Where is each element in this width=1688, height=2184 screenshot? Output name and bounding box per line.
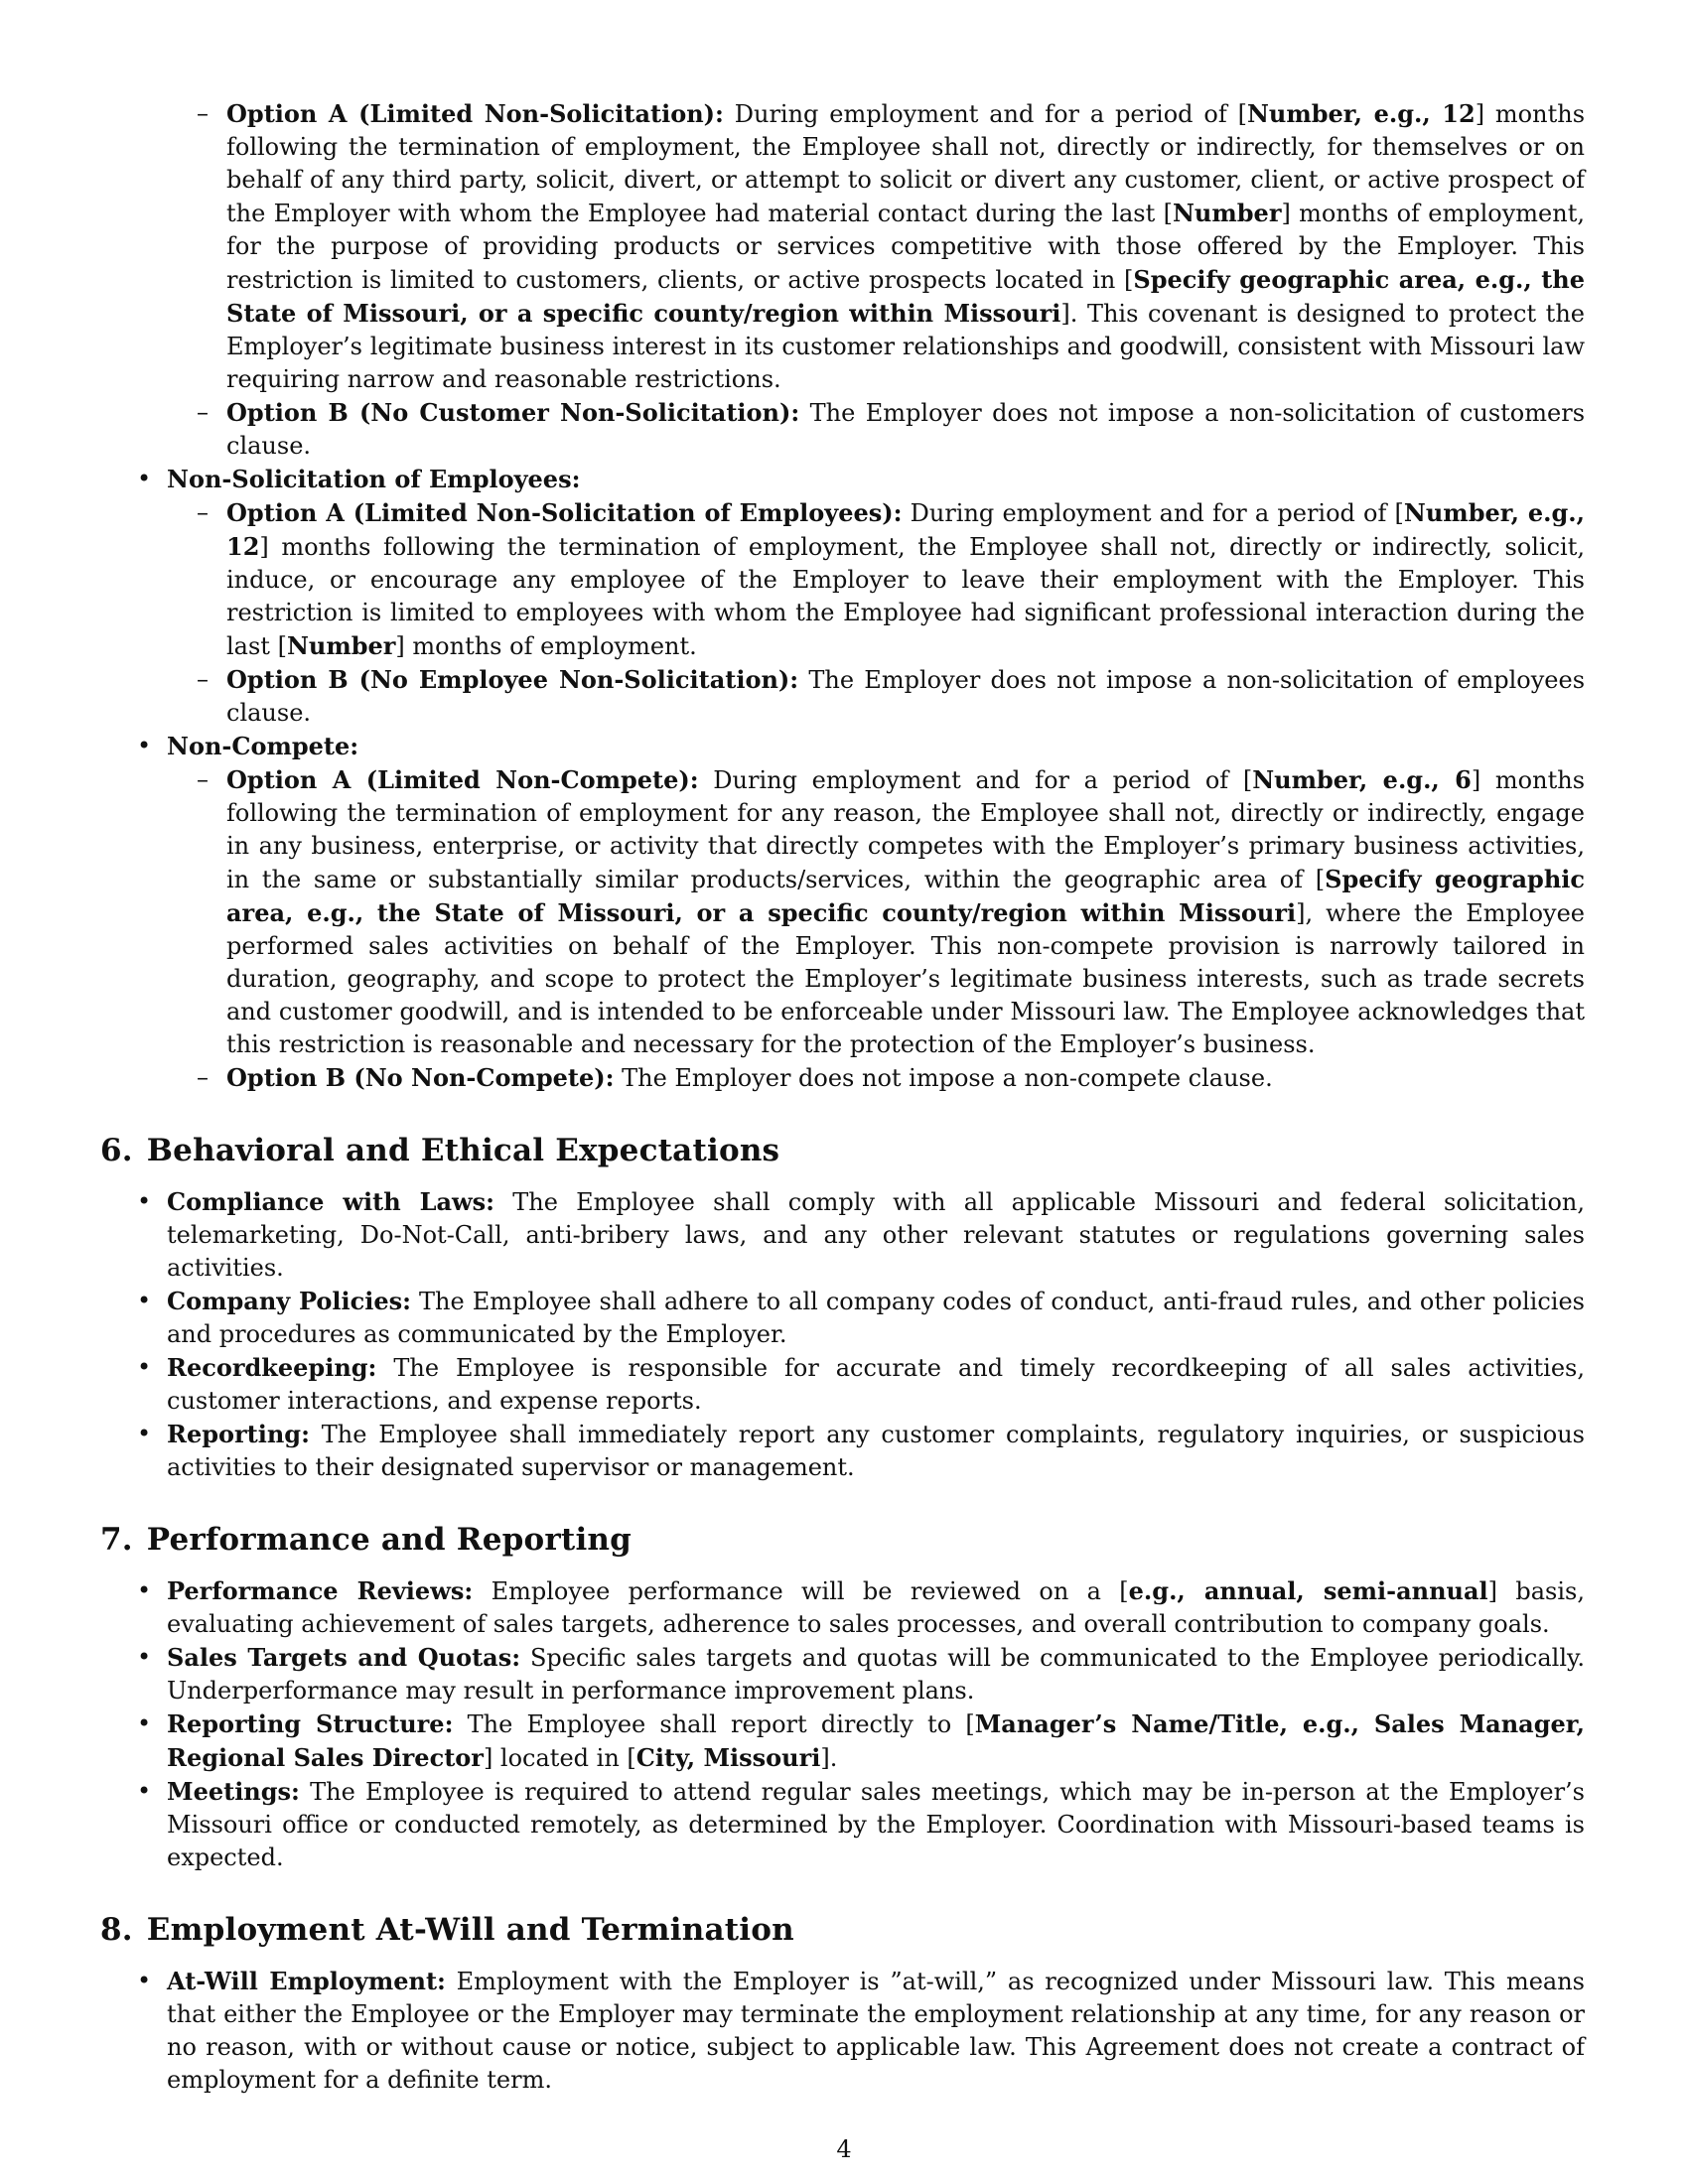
body-text: The Employee shall immediately report any customer complaints, regulatory inquiries, or suspicious activities to their designated supervisor or management. xyxy=(167,1421,1585,1481)
option-item xyxy=(226,663,1585,730)
body-text: The Employer does not impose a non-solicitation of customers clause. xyxy=(226,399,1586,460)
body-text: The Employer does not impose a non-solicitation of employees clause. xyxy=(226,666,1586,727)
placeholder-field: Specify geographic area, e.g., the State of Missouri, or a specific county/region within Missouri xyxy=(226,865,1586,927)
list-item xyxy=(167,1641,1585,1707)
document-body xyxy=(100,97,1586,2097)
body-text: ]. xyxy=(820,1744,838,1772)
option-item xyxy=(226,396,1585,463)
list-item xyxy=(167,1965,1585,2097)
body-text: During employment and for a period of [ xyxy=(698,766,1253,794)
body-text: ] months following the termination of employment for any reason, the Employee shall not, directly or indirectly, engage in any business, enterprise, or activity that directly competes with the Employer’s primary business activities, in the same or substantially similar products/services, within the geographic area of [ xyxy=(226,766,1586,893)
body-text: During employment and for a period of [ xyxy=(723,100,1247,128)
body-text: The Employer does not impose a non-compete clause. xyxy=(614,1064,1273,1092)
list-item xyxy=(167,1707,1585,1775)
section-heading xyxy=(100,1521,1585,1559)
body-text: ] basis, evaluating achievement of sales targets, adherence to sales processes, and overall contribution to company goals. xyxy=(167,1577,1585,1638)
body-text: The Employee shall comply with all applicable Missouri and federal solicitation, telemarketing, Do-Not-Call, anti-bribery laws, and any other relevant statutes or regulations governing sales activities. xyxy=(167,1188,1585,1282)
placeholder-field: Specify geographic area, e.g., the State of Missouri, or a specific county/region within Missouri xyxy=(226,265,1585,328)
item-lead: Option A (Limited Non-Solicitation): xyxy=(226,99,724,128)
placeholder-field: Number, e.g., 12 xyxy=(1246,99,1476,128)
list-continuation xyxy=(167,97,1585,463)
body-text: The Employee is required to attend regular sales meetings, which may be in-person at the Employer’s Missouri office or conducted remotely, as determined by the Employer. Coordination with Missouri-based teams is expected. xyxy=(167,1778,1585,1871)
body-text: ] months following the termination of employment, the Employee shall not, directly or indirectly, for themselves or on behalf of any third party, solicit, divert, or attempt to solicit or divert any customer, client, or active prospect of the Employer with whom the Employee had material contact during the last [ xyxy=(226,100,1586,227)
covenants-list xyxy=(167,97,1585,1095)
body-text: ], where the Employee performed sales activities on behalf of the Employer. This non-compete provision is narrowly tailored in duration, geography, and scope to protect the Employer’s legitimate business interests, such as trade secrets and customer goodwill, and is intended to be enforceable under Missouri law. The Employee acknowledges that this restriction is reasonable and necessary for the protection of the Employer’s business. xyxy=(226,899,1585,1058)
placeholder-field: Number xyxy=(1172,199,1282,227)
section-number: 7. xyxy=(100,1522,133,1558)
list-item xyxy=(167,1574,1585,1641)
body-text: ] months of employment, for the purpose of providing products or services competitive with those offered by the Employer. This restriction is limited to customers, clients, or active prospects located in [ xyxy=(226,200,1585,294)
list-item xyxy=(167,1351,1585,1418)
list-item xyxy=(167,1418,1585,1484)
section-bullets xyxy=(167,1574,1585,1874)
item-lead: Reporting: xyxy=(167,1420,310,1448)
placeholder-field: Number xyxy=(286,631,396,660)
item-lead: Recordkeeping: xyxy=(167,1353,377,1382)
section-number: 6. xyxy=(100,1133,133,1168)
item-lead: Option B (No Customer Non-Solicitation): xyxy=(226,398,800,427)
placeholder-field: City, Missouri xyxy=(635,1743,821,1772)
item-lead: Sales Targets and Quotas: xyxy=(167,1643,521,1672)
body-text: During employment and for a period of [ xyxy=(902,499,1404,527)
body-text: Employee performance will be reviewed on a [ xyxy=(473,1577,1129,1605)
item-heading: Non-Compete: xyxy=(167,732,359,760)
item-lead: Reporting Structure: xyxy=(167,1709,454,1738)
option-item xyxy=(226,97,1585,396)
item-lead: Option B (No Non-Compete): xyxy=(226,1063,615,1092)
body-text: Specific sales targets and quotas will be communicated to the Employee periodically. Underperformance may result in performance improvement plans. xyxy=(167,1644,1585,1705)
item-lead: Option A (Limited Non-Compete): xyxy=(226,765,699,794)
option-item xyxy=(226,763,1585,1061)
list-item xyxy=(167,463,1585,730)
option-item xyxy=(226,1061,1585,1095)
option-list xyxy=(167,496,1585,730)
section-heading xyxy=(100,1132,1585,1169)
body-text: ] months following the termination of employment, the Employee shall not, directly or indirectly, solicit, induce, or encourage any employee of the Employer to leave their employment with the Employer. This restriction is limited to employees with whom the Employee had significant professional interaction during the last [ xyxy=(226,533,1585,660)
item-heading: Non-Solicitation of Employees: xyxy=(167,465,581,493)
section-title: Employment At-Will and Termination xyxy=(146,1912,794,1948)
body-text: The Employee shall adhere to all company codes of conduct, anti-fraud rules, and other policies and procedures as communicated by the Employer. xyxy=(167,1288,1585,1348)
list-item xyxy=(167,1775,1585,1874)
placeholder-field: Number, e.g., 12 xyxy=(226,498,1586,561)
placeholder-field: Manager’s Name/Title, e.g., Sales Manager, Regional Sales Director xyxy=(167,1709,1585,1772)
body-text: The Employee is responsible for accurate and timely recordkeeping of all sales activities, customer interactions, and expense reports. xyxy=(167,1354,1585,1415)
list-item xyxy=(167,730,1585,1095)
item-lead: Meetings: xyxy=(167,1777,300,1806)
section-bullets xyxy=(167,1185,1585,1484)
item-lead: Option A (Limited Non-Solicitation of Employees): xyxy=(226,498,903,527)
section-bullets xyxy=(167,1965,1585,2097)
body-text: The Employee shall report directly to [ xyxy=(453,1710,975,1738)
item-lead: Company Policies: xyxy=(167,1287,412,1315)
option-list xyxy=(167,763,1585,1095)
list-item xyxy=(167,1285,1585,1351)
list-item xyxy=(167,1185,1585,1285)
option-item xyxy=(226,496,1585,663)
placeholder-field: e.g., annual, semi-annual xyxy=(1128,1576,1488,1605)
page-number: 4 xyxy=(836,2135,852,2163)
section-number: 8. xyxy=(100,1912,133,1948)
item-lead: Compliance with Laws: xyxy=(167,1187,495,1216)
section-heading xyxy=(100,1911,1585,1949)
body-text: Employment with the Employer is ”at-will,” as recognized under Missouri law. This means that either the Employee or the Employer may terminate the employment relationship at any time, for any reason or no reason, with or without cause or notice, subject to applicable law. This Agreement does not create a contract of employment for a definite term. xyxy=(167,1968,1585,2094)
option-list xyxy=(167,97,1585,463)
item-lead: At-Will Employment: xyxy=(167,1967,446,1995)
body-text: ] months of employment. xyxy=(395,632,697,660)
section-title: Performance and Reporting xyxy=(146,1522,633,1558)
item-lead: Option B (No Employee Non-Solicitation): xyxy=(226,665,799,694)
body-text: ]. This covenant is designed to protect the Employer’s legitimate business interest in its customer relationships and goodwill, consistent with Missouri law requiring narrow and reasonable restrictions. xyxy=(226,300,1585,393)
body-text: ] located in [ xyxy=(483,1744,636,1772)
section-title: Behavioral and Ethical Expectations xyxy=(146,1133,780,1168)
item-lead: Performance Reviews: xyxy=(167,1576,474,1605)
placeholder-field: Number, e.g., 6 xyxy=(1252,765,1472,794)
